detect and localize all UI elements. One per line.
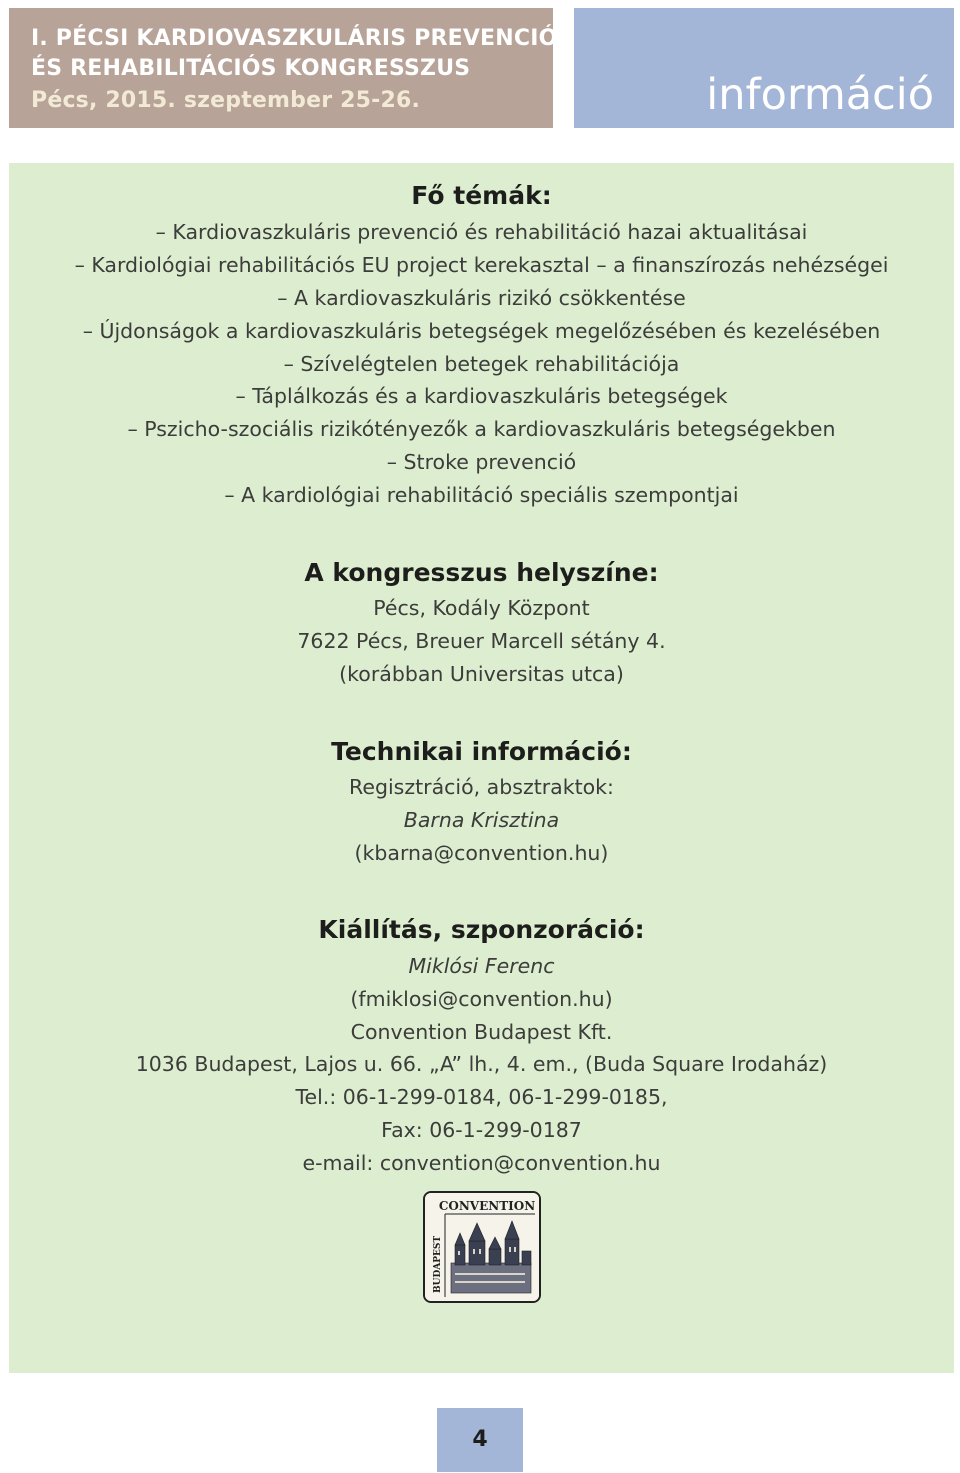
- technical-registration-label: Regisztráció, absztraktok:: [349, 775, 614, 799]
- technical-contact-email: (kbarna@convention.hu): [354, 841, 609, 865]
- venue-heading: A kongresszus helyszíne:: [304, 558, 659, 587]
- congress-date: Pécs, 2015. szeptember 25-26.: [31, 88, 421, 113]
- header-title-block: [9, 8, 574, 128]
- topic-item: – Szívelégtelen betegek rehabilitációja: [283, 352, 680, 376]
- congress-title-line-2: ÉS REHABILITÁCIÓS KONGRESSZUS: [31, 56, 471, 81]
- exhibition-contact-name: Miklósi Ferenc: [408, 954, 555, 978]
- logo-side-text: BUDAPEST: [433, 1235, 443, 1293]
- topic-item: – Stroke prevenció: [386, 450, 577, 474]
- exhibition-heading: Kiállítás, szponzoráció:: [318, 915, 645, 944]
- congress-title-line-1: I. PÉCSI KARDIOVASZKULÁRIS PREVENCIÓS: [31, 26, 574, 51]
- venue-address: 7622 Pécs, Breuer Marcell sétány 4.: [297, 629, 666, 653]
- page-number-box: [437, 1408, 523, 1472]
- page-number: 4: [472, 1427, 488, 1452]
- topic-item: – A kardiológiai rehabilitáció speciális szempontjai: [224, 483, 739, 507]
- convention-budapest-logo: [423, 1191, 541, 1303]
- venue-name: Pécs, Kodály Központ: [373, 596, 590, 620]
- content-panel: [9, 163, 954, 1373]
- logo-top-text: CONVENTION: [438, 1199, 536, 1213]
- topic-item: – Pszicho-szociális rizikótényezők a kardiovaszkuláris betegségekben: [127, 417, 836, 441]
- logo-graphic: [425, 1193, 539, 1301]
- venue-note: (korábban Universitas utca): [339, 662, 624, 686]
- company-fax: Fax: 06-1-299-0187: [381, 1118, 582, 1142]
- company-email: e-mail: convention@convention.hu: [302, 1151, 661, 1175]
- company-address: 1036 Budapest, Lajos u. 66. „A” lh., 4. em., (Buda Square Irodaház): [135, 1052, 828, 1076]
- topic-item: – Újdonságok a kardiovaszkuláris betegségek megelőzésében és kezelésében: [82, 319, 881, 343]
- header-section-block: [574, 8, 954, 128]
- technical-contact-name: Barna Krisztina: [403, 808, 560, 832]
- topic-item: – Kardiológiai rehabilitációs EU project kerekasztal – a finanszírozás nehézségei: [74, 253, 889, 277]
- section-label: információ: [706, 70, 934, 120]
- technical-heading: Technikai információ:: [331, 737, 632, 766]
- topics-heading: Fő témák:: [411, 181, 552, 210]
- company-name: Convention Budapest Kft.: [350, 1020, 613, 1044]
- topic-item: – Táplálkozás és a kardiovaszkuláris betegségek: [235, 384, 728, 408]
- topic-item: – Kardiovaszkuláris prevenció és rehabilitáció hazai aktualitásai: [155, 220, 808, 244]
- company-phone: Tel.: 06-1-299-0184, 06-1-299-0185,: [295, 1085, 668, 1109]
- exhibition-contact-email: (fmiklosi@convention.hu): [350, 987, 613, 1011]
- topic-item: – A kardiovaszkuláris rizikó csökkentése: [277, 286, 686, 310]
